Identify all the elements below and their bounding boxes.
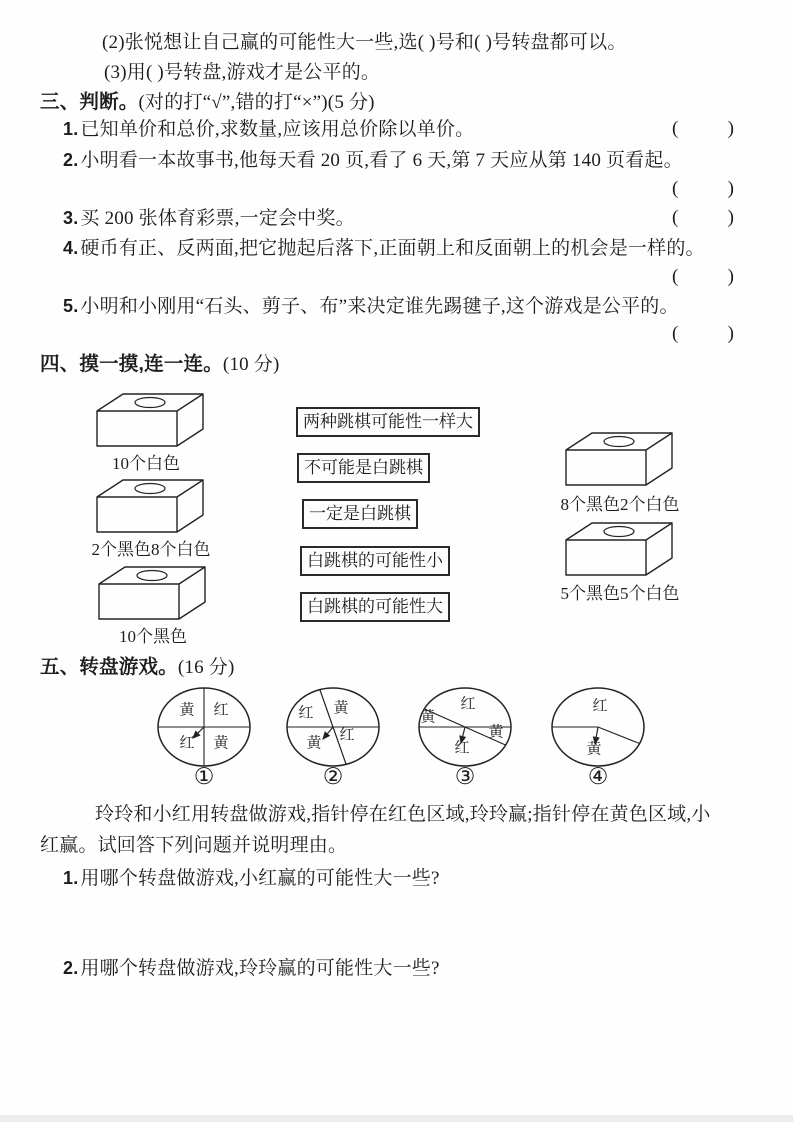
box-hole <box>135 484 165 494</box>
spinner-sector-label: 红 <box>298 705 314 722</box>
game-rule-line-1: 玲玲和小红用转盘做游戏,指针停在红色区域,玲玲赢;指针停在黄色区域,小 <box>95 804 711 825</box>
spinner-2-number: ② <box>322 764 344 789</box>
spinner-3 <box>415 685 515 769</box>
answer-bracket-2: ( ) <box>672 178 734 199</box>
spinner-4-number: ④ <box>587 764 609 789</box>
spinner-2 <box>283 685 383 769</box>
box-10-black <box>98 566 208 627</box>
box-figure <box>565 432 675 488</box>
pointer-arrow-icon <box>323 727 333 739</box>
section4-note: (10 分) <box>222 354 280 375</box>
spinner-sector-label: 红 <box>339 727 355 744</box>
judgment-item-5: 5. 小明和小刚用“石头、剪子、布”来决定谁先踢毽子,这个游戏是公平的。 <box>63 296 679 317</box>
spinner-3-number: ③ <box>454 764 476 789</box>
spinner-sector-label: 红 <box>460 696 476 713</box>
answer-bracket-3: ( ) <box>672 207 734 228</box>
box-10-white <box>96 393 206 454</box>
spinner-sector-label: 黄 <box>488 724 504 741</box>
scan-edge-strip <box>0 1115 793 1122</box>
box-label-2-black-8-white: 2个黑色8个白色 <box>91 540 211 559</box>
answer-bracket-5: ( ) <box>672 323 734 344</box>
section4-title: 四、摸一摸,连一连。 <box>40 353 223 375</box>
spinner-1-number: ① <box>193 764 215 789</box>
box-figure <box>96 479 206 535</box>
judgment-item-2: 2. 小明看一本故事书,他每天看 20 页,看了 6 天,第 7 天应从第 140 页看起。 <box>63 150 683 171</box>
box-hole <box>604 437 634 447</box>
box-hole <box>604 527 634 537</box>
spinner-1 <box>154 685 254 769</box>
box-figure <box>96 393 206 449</box>
connect-label-white-unlikely: 白跳棋的可能性小 <box>300 546 450 576</box>
judgment-item-4: 4. 硬币有正、反两面,把它抛起后落下,正面朝上和反面朝上的机会是一样的。 <box>63 238 705 259</box>
spinner-sector-label: 红 <box>592 698 608 715</box>
box-label-5-black-5-white: 5个黑色5个白色 <box>560 584 680 603</box>
section3-note: (对的打“√”,错的打“×”)(5 分) <box>138 92 375 113</box>
spinner-sector-label: 黄 <box>420 709 436 726</box>
spinner-2-figure <box>283 685 383 769</box>
box-5-black-5-white <box>565 522 675 583</box>
section5-note: (16 分) <box>177 657 235 678</box>
box-figure <box>98 566 208 622</box>
section5-heading <box>40 655 235 680</box>
fill-blank-line-3: (3)用( )号转盘,游戏才是公平的。 <box>104 62 381 83</box>
spinner-sector-label: 红 <box>454 740 470 757</box>
spinner-4 <box>548 685 648 769</box>
box-figure <box>565 522 675 578</box>
judgment-item-1: 1. 已知单价和总价,求数量,应该用总价除以单价。 <box>63 119 475 140</box>
judgment-item-3: 3. 买 200 张体育彩票,一定会中奖。 <box>63 208 355 229</box>
answer-bracket-1: ( ) <box>672 118 734 139</box>
box-label-8-black-2-white: 8个黑色2个白色 <box>560 495 680 514</box>
game-rule-line-2: 红赢。试回答下列问题并说明理由。 <box>40 835 348 856</box>
box-hole <box>135 398 165 408</box>
connect-label-equal-chance: 两种跳棋可能性一样大 <box>296 407 480 437</box>
connect-label-impossible-white: 不可能是白跳棋 <box>297 453 430 483</box>
spinner-sector-label: 黄 <box>586 741 602 758</box>
section5-title: 五、转盘游戏。 <box>40 656 178 678</box>
box-label-10-white: 10个白色 <box>112 454 180 473</box>
spinner-1-figure <box>154 685 254 769</box>
section3-title: 三、判断。 <box>40 91 139 113</box>
section3-heading <box>40 90 375 115</box>
box-2-black-8-white <box>96 479 206 540</box>
pointer-arrow-icon <box>193 727 204 738</box>
section4-heading <box>40 352 280 377</box>
box-8-black-2-white <box>565 432 675 493</box>
connect-label-white-likely: 白跳棋的可能性大 <box>300 592 450 622</box>
spinner-sector-label: 红 <box>213 702 229 719</box>
spinner-sector-label: 红 <box>179 735 195 752</box>
box-label-10-black: 10个黑色 <box>119 627 187 646</box>
answer-bracket-4: ( ) <box>672 266 734 287</box>
question-1: 1. 用哪个转盘做游戏,小红赢的可能性大一些? <box>63 868 440 889</box>
fill-blank-line-2: (2)张悦想让自己赢的可能性大一些,选( )号和( )号转盘都可以。 <box>102 32 627 53</box>
box-hole <box>137 571 167 581</box>
spinner-sector-label: 黄 <box>306 735 322 752</box>
question-2: 2. 用哪个转盘做游戏,玲玲赢的可能性大一些? <box>63 958 440 979</box>
spinner-sector-label: 黄 <box>213 735 229 752</box>
connect-label-certain-white: 一定是白跳棋 <box>302 499 418 529</box>
spinner-sector-label: 黄 <box>333 700 349 717</box>
spinner-sector-label: 黄 <box>179 702 195 719</box>
